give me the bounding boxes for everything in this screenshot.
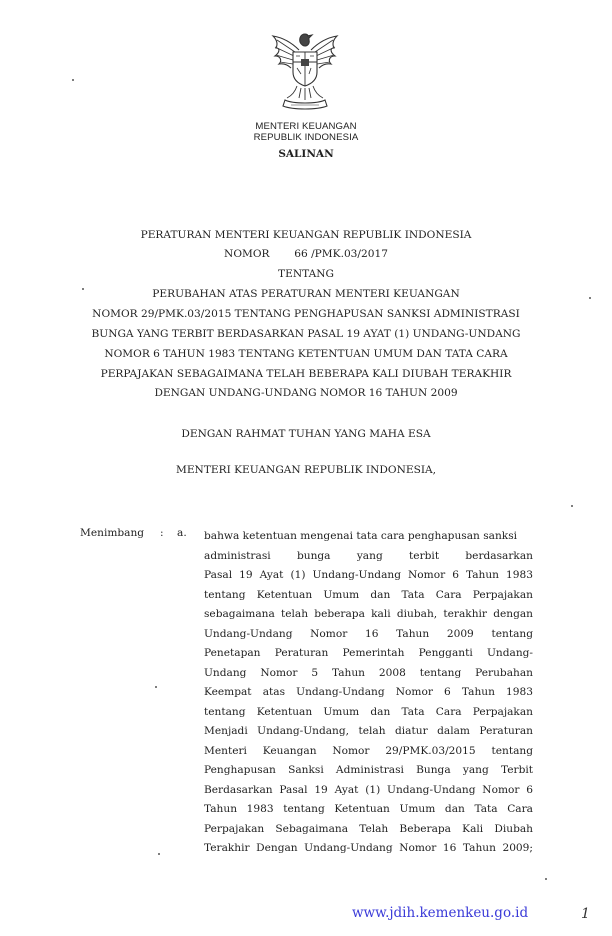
scan-speck	[155, 686, 157, 688]
subject-line: NOMOR 29/PMK.03/2015 TENTANG PENGHAPUSAN SANKSI ADMINISTRASI	[92, 308, 520, 320]
scan-speck	[545, 878, 547, 880]
menimbang-colon: :	[160, 527, 164, 539]
tentang-label: TENTANG	[278, 268, 334, 280]
subject-line: NOMOR 6 TAHUN 1983 TENTANG KETENTUAN UMUM DAN TATA CARA	[104, 348, 508, 360]
nomor-value: 66 /PMK.03/2017	[294, 248, 388, 260]
issuer-line: MENTERI KEUANGAN REPUBLIK INDONESIA,	[175, 464, 437, 476]
paragraph-line: tentang Ketentuan Umum dan Tata Cara Perpajakan	[204, 705, 533, 718]
scan-speck	[589, 297, 591, 299]
page-number: 1	[581, 906, 590, 922]
scan-speck	[82, 288, 84, 290]
nomor-label: NOMOR	[224, 248, 270, 260]
paragraph-line: tentang Ketentuan Umum dan Tata Cara Perpajakan	[204, 588, 533, 601]
paragraph-line: Tahun 1983 tentang Ketentuan Umum dan Tata Cara	[204, 803, 533, 815]
regulation-title: PERATURAN MENTERI KEUANGAN REPUBLIK INDONESIA	[140, 229, 472, 241]
paragraph-line: Berdasarkan Pasal 19 Ayat (1) Undang-Undang Nomor 6	[204, 783, 533, 796]
ministry-line-1: MENTERI KEUANGAN	[255, 121, 357, 132]
menimbang-paragraph	[204, 527, 533, 859]
paragraph-line: Undang-Undang Nomor 16 Tahun 2009 tentang	[204, 627, 533, 640]
paragraph-line: Keempat atas Undang-Undang Nomor 6 Tahun 1983	[204, 686, 533, 698]
paragraph-line: bahwa ketentuan mengenai tata cara penghapusan sanksi	[204, 530, 518, 542]
paragraph-line: Pasal 19 Ayat (1) Undang-Undang Nomor 6 Tahun 1983	[204, 569, 533, 581]
paragraph-line: administrasi bunga yang terbit berdasarkan	[204, 549, 533, 562]
website-link[interactable]: www.jdih.kemenkeu.go.id	[352, 905, 529, 921]
paragraph-line: Menteri Keuangan Nomor 29/PMK.03/2015 tentang	[204, 744, 533, 757]
scan-speck	[571, 505, 573, 507]
menimbang-label: Menimbang	[80, 527, 145, 539]
copy-label: SALINAN	[278, 148, 334, 160]
paragraph-line: Penghapusan Sanksi Administrasi Bunga yang Terbit	[204, 764, 533, 776]
ministry-line-2: REPUBLIK INDONESIA	[253, 132, 359, 143]
subject-line: DENGAN UNDANG-UNDANG NOMOR 16 TAHUN 2009	[154, 387, 458, 399]
scan-speck	[72, 79, 74, 81]
paragraph-line: sebagaimana telah beberapa kali diubah, terakhir dengan	[204, 608, 533, 620]
blessing-line: DENGAN RAHMAT TUHAN YANG MAHA ESA	[181, 428, 431, 440]
scan-speck	[158, 853, 160, 855]
paragraph-line: Menjadi Undang-Undang, telah diatur dalam Peraturan	[204, 725, 533, 737]
garuda-emblem-icon	[263, 28, 347, 112]
paragraph-line: Undang Nomor 5 Tahun 2008 tentang Perubahan	[204, 666, 533, 679]
subject-line: PERPAJAKAN SEBAGAIMANA TELAH BEBERAPA KALI DIUBAH TERAKHIR	[100, 368, 512, 380]
ministry-header	[200, 121, 412, 143]
paragraph-line: Perpajakan Sebagaimana Telah Beberapa Kali Diubah	[204, 822, 533, 835]
paragraph-line: Terakhir Dengan Undang-Undang Nomor 16 Tahun 2009;	[204, 842, 533, 854]
regulation-number	[60, 248, 552, 260]
item-marker: a.	[177, 527, 187, 539]
paragraph-line: Penetapan Peraturan Pemerintah Pengganti Undang-	[204, 647, 533, 659]
subject-line: PERUBAHAN ATAS PERATURAN MENTERI KEUANGAN	[152, 288, 460, 300]
subject-line: BUNGA YANG TERBIT BERDASARKAN PASAL 19 AYAT (1) UNDANG-UNDANG	[91, 328, 521, 340]
